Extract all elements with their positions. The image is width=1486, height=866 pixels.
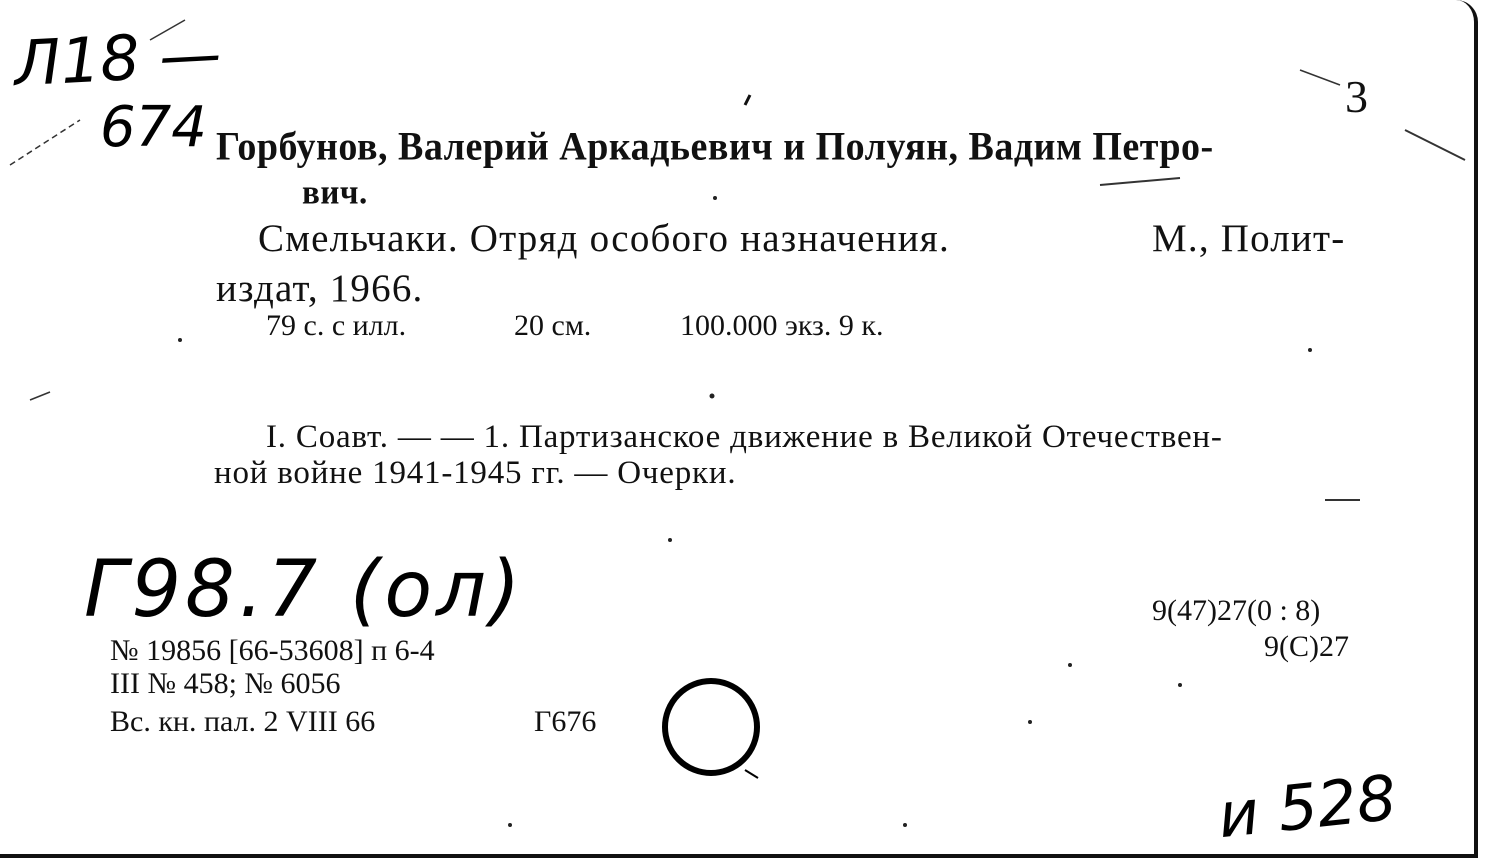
card-number: 3 (1345, 71, 1368, 122)
title-line-1: Смельчаки. Отряд особого назначения. (258, 217, 950, 260)
author-line-2: вич. (302, 174, 368, 212)
title-line-2: издат, 1966. (216, 267, 424, 310)
record-line-1: № 19856 [66-53608] п 6-4 (110, 634, 435, 667)
record-code: Г676 (534, 705, 597, 738)
collation-pages: 79 с. с илл. (266, 309, 407, 342)
handwritten-classification: Г98.7 (ол) (84, 545, 525, 635)
record-line-2: III № 458; № 6056 (110, 667, 341, 700)
udc-code-1: 9(47)27(0 : 8) (1152, 594, 1321, 627)
collation-size: 20 см. (514, 309, 592, 342)
subjects-line-1: I. Соавт. — — 1. Партизанское движение в Великой Отечествен- (266, 419, 1223, 455)
imprint-start: М., Полит- (1152, 217, 1346, 260)
handwritten-inventory-number: и 528 (1214, 760, 1400, 853)
udc-code-2: 9(С)27 (1264, 630, 1349, 663)
subjects-line-2: ной войне 1941-1945 гг. — Очерки. (214, 455, 737, 491)
handwritten-shelf-mark-bottom: 674 (100, 95, 207, 160)
collation-copies: 100.000 экз. 9 к. (680, 309, 884, 342)
record-line-3: Вс. кн. пал. 2 VIII 66 (110, 705, 376, 738)
author-line-1: Горбунов, Валерий Аркадьевич и Полуян, Вадим Петро- (216, 125, 1214, 170)
handwritten-shelf-mark-top: Л18 — (12, 16, 224, 101)
